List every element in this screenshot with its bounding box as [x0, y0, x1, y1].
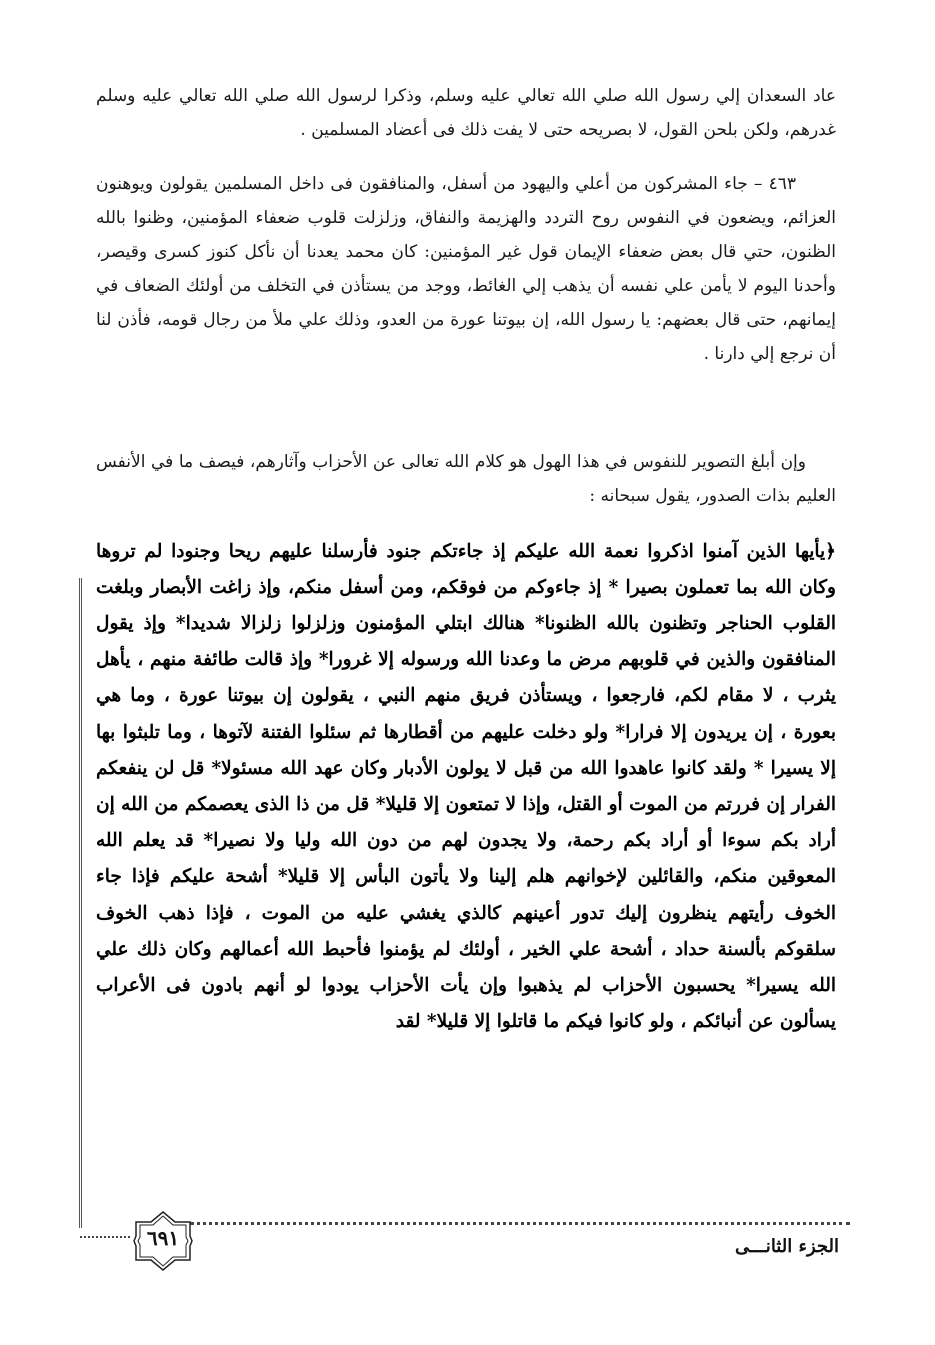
quran-quote-block: ﴿يأيها الذين آمنوا اذكروا نعمة الله عليكم إذ جاءتكم جنود فأرسلنا عليهم ريحا وجنودا لم تروها وكان الله بما تعملون بصيرا * إذ جاءوكم من فوقكم، ومن أسفل منكم، وإذ زاغت الأبصار وبلغت القلوب الحناجر وتظنون بالله الظنونا* هنالك ابتلي المؤمنون وزلزلوا زلزالا شديدا* وإذ يقول المنافقون والذين في قلوبهم مرض ما وعدنا الله ورسوله إلا غرورا* وإذ قالت طائفة منهم ، يأهل يثرب ، لا مقام لكم، فارجعوا ، ويستأذن فريق منهم النبي ، يقولون إن بيوتنا عورة ، وما هي بعورة ، إن يريدون إلا فرارا* ولو دخلت عليهم من أقطارها ثم سئلوا الفتنة لآتوها ، وما تلبثوا بها إلا يسيرا * ولقد كانوا عاهدوا الله من قبل لا يولون الأدبار وكان عهد الله مسئولا* قل لن ينفعكم الفرار إن فررتم من الموت أو القتل، وإذا لا تمتعون إلا قليلا* قل من ذا الذى يعصمكم من الله إن أراد بكم سوءا أو أراد بكم رحمة، ولا يجدون لهم من دون الله وليا ولا نصيرا* قد يعلم الله المعوقين منكم، والقائلين لإخوانهم هلم إلينا ولا يأتون البأس إلا قليلا* أشحة عليكم فإذا جاء الخوف رأيتهم ينظرون إليك تدور أعينهم كالذي يغشي عليه من الموت ، فإذا ذهب الخوف سلقوكم بألسنة حداد ، أشحة علي الخير ، أولئك لم يؤمنوا فأحبط الله أعمالهم وكان ذلك علي الله يسيرا* يحسبون الأحزاب لم يذهبوا وإن يأت الأحزاب يودوا لو أنهم بادون فى الأعراب يسألون عن أنبائكم ، ولو كانوا فيكم ما قاتلوا إلا قليلا* لقد [96, 540, 836, 1033]
paragraph-intro: عاد السعدان إلي رسول الله صلي الله تعالي عليه وسلم، وذكرا لرسول الله صلي الله تعالي عليه وسلم غدرهم، ولكن بلحن القول، لا بصريحه حتى لا يفت ذلك فى أعضاد المسلمين . [96, 86, 836, 140]
part-label: الجزء الثانـــى [734, 1236, 839, 1257]
quran-side-border [79, 578, 92, 1228]
page-number: ٦٩١ [146, 1226, 180, 1250]
footer-rule-left [80, 1236, 130, 1244]
footer-rule [190, 1222, 850, 1233]
paragraph-lead-in: وإن أبلغ التصوير للنفوس في هذا الهول هو كلام الله تعالى عن الأحزاب وآثارهم، فيصف ما في الأنفس العليم بذات الصدور، يقول سبحانه : [96, 452, 836, 506]
paragraph-463: ٤٦٣ – جاء المشركون من أعلي واليهود من أسفل، والمنافقون فى داخل المسلمين يقولون ويوهنون العزائم، ويضعون في النفوس روح التردد والهزيمة والنفاق، وزلزلت قلوب ضعفاء المؤمنين، وظنوا بالله الظنون، حتي قال بعض ضعفاء الإيمان قول غير المؤمنين: كان محمد يعدنا أن نأكل كنوز كسرى وقيصر، وأحدنا اليوم لا يأمن علي نفسه أن يذهب إلي الغائط، ووجد من يستأذن في التخلف من أولئك الضعاف في إيمانهم، حتى قال بعضهم: يا رسول الله، إن بيوتنا عورة من العدو، وذلك علي ملأ من رجال قومه، فأذن لنا أن نرجع إلي دارنا . [96, 174, 836, 364]
